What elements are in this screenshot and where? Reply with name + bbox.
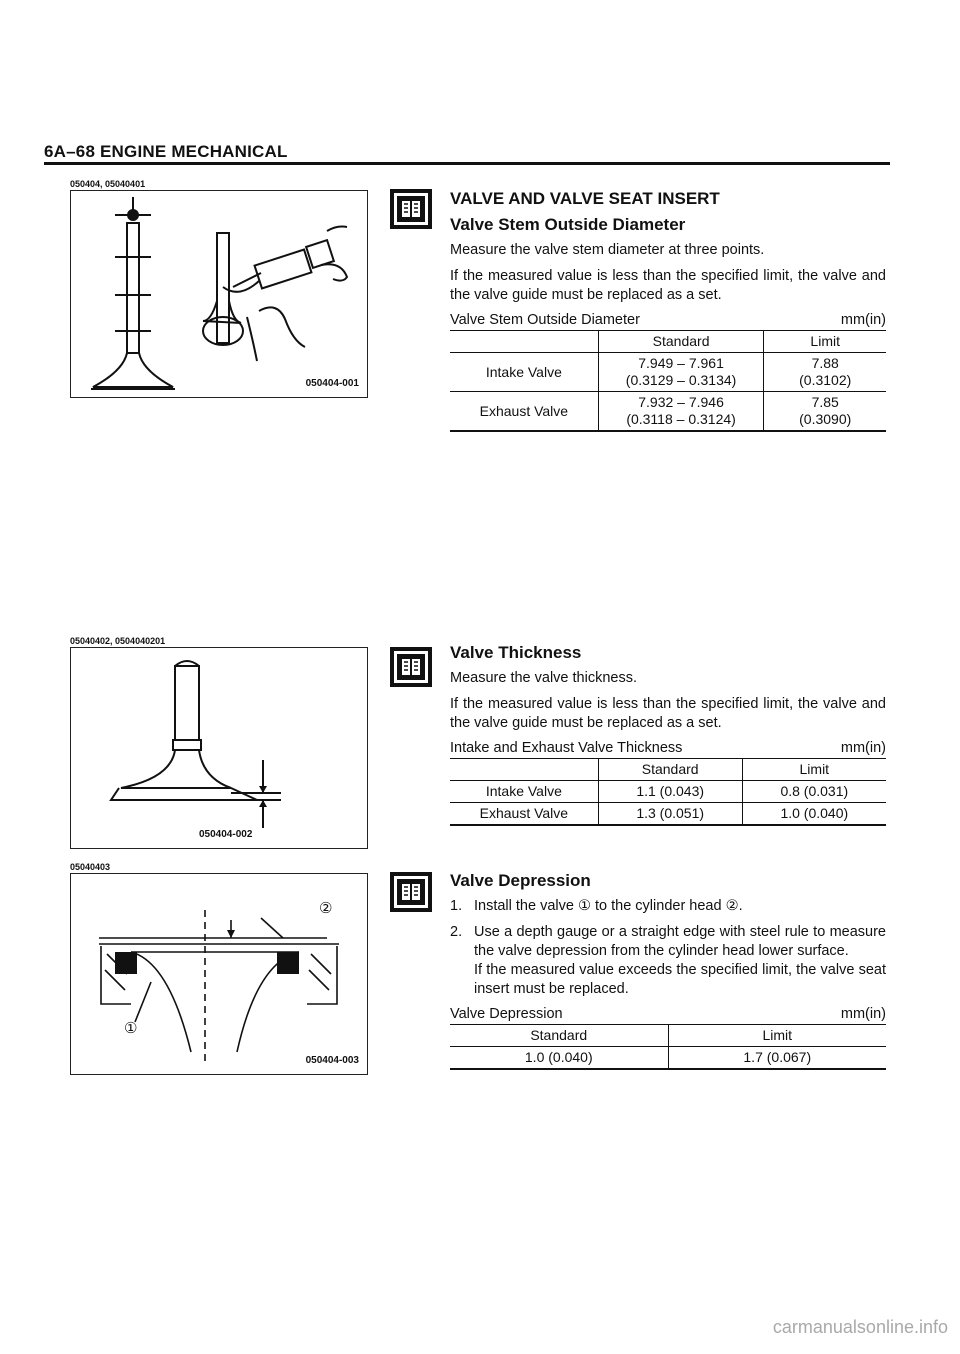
- limit-in: (0.3102): [799, 372, 852, 388]
- table-header-cell: Limit: [742, 759, 886, 781]
- figure-1-id: 050404, 05040401: [70, 179, 146, 189]
- limit-mm: 7.88: [811, 355, 839, 371]
- table-caption: [450, 740, 886, 756]
- table-header-cell: Limit: [764, 331, 886, 353]
- table-row: [450, 781, 886, 803]
- standard-in: (0.3129 – 0.3134): [625, 372, 737, 388]
- figure-2-code: 050404-002: [199, 829, 253, 840]
- list-item: [450, 897, 886, 916]
- table-cell: [764, 353, 886, 392]
- table-cell: [598, 353, 764, 392]
- table-caption: [450, 312, 886, 328]
- service-manual-icon: [390, 189, 432, 229]
- figure-valve-stem-measurement: [70, 190, 368, 398]
- valve-micrometer-illustration: [71, 191, 367, 397]
- paragraph: Measure the valve thickness.: [450, 670, 637, 686]
- table-title: Valve Stem Outside Diameter: [450, 312, 640, 328]
- section-valve-thickness: [450, 643, 886, 826]
- valve-stem-diameter-table: [450, 330, 886, 432]
- limit-mm: 7.85: [811, 394, 839, 410]
- table-title: Intake and Exhaust Valve Thickness: [450, 740, 683, 756]
- table-cell: 1.0 (0.040): [742, 803, 886, 826]
- table-row: [450, 353, 886, 392]
- service-manual-icon: [390, 872, 432, 912]
- table-cell: [764, 392, 886, 432]
- figure-2-id: 05040402, 0504040201: [70, 636, 166, 646]
- limit-in: (0.3090): [799, 411, 852, 427]
- step-text-block: [474, 923, 886, 999]
- standard-mm: 7.932 – 7.946: [638, 394, 724, 410]
- service-manual-icon: [390, 647, 432, 687]
- valve-thickness-illustration: [71, 648, 367, 848]
- table-cell: Intake Valve: [450, 353, 598, 392]
- header-rule: [44, 162, 890, 165]
- list-item: [450, 923, 886, 999]
- valve-thickness-table: [450, 758, 886, 826]
- table-header-cell: [450, 331, 598, 353]
- step-note: If the measured value exceeds the specified limit, the valve seat insert must be replaced.: [474, 962, 886, 997]
- table-header-cell: Limit: [668, 1025, 886, 1047]
- figure-3-id: 05040403: [70, 862, 111, 872]
- paragraph: If the measured value is less than the specified limit, the valve and the valve guide must be replaced as a set.: [450, 696, 886, 731]
- watermark: carmanualsonline.info: [772, 1317, 948, 1337]
- callout-1: ①: [124, 1020, 138, 1037]
- table-cell: 1.0 (0.040): [450, 1047, 668, 1070]
- table-cell: [598, 392, 764, 432]
- section-valve-stem: [450, 189, 886, 432]
- table-cell: Exhaust Valve: [450, 392, 598, 432]
- table-row: [450, 1047, 886, 1070]
- table-caption: [450, 1006, 886, 1022]
- table-header-row: [450, 331, 886, 353]
- table-cell: 1.7 (0.067): [668, 1047, 886, 1070]
- figure-valve-thickness: [70, 647, 368, 849]
- subheading-valve-thickness: Valve Thickness: [450, 643, 582, 662]
- step-number: 1.: [450, 898, 463, 914]
- table-header-cell: Standard: [598, 759, 742, 781]
- table-header-row: [450, 1025, 886, 1047]
- step-text: Use a depth gauge or a straight edge with steel rule to measure the valve depression from the cylinder head lower surface.: [474, 924, 886, 959]
- table-title: Valve Depression: [450, 1006, 563, 1022]
- step-number: 2.: [450, 924, 463, 940]
- table-header-cell: Standard: [598, 331, 764, 353]
- figure-1-code: 050404-001: [305, 378, 359, 389]
- figure-3-code: 050404-003: [305, 1055, 359, 1066]
- table-row: [450, 803, 886, 826]
- standard-in: (0.3118 – 0.3124): [626, 411, 736, 427]
- subheading-valve-depression: Valve Depression: [450, 871, 591, 890]
- subheading-valve-stem-diameter: Valve Stem Outside Diameter: [450, 215, 686, 234]
- table-row: [450, 392, 886, 432]
- table-cell: 0.8 (0.031): [742, 781, 886, 803]
- paragraph: Measure the valve stem diameter at three points.: [450, 242, 765, 258]
- section-heading: VALVE AND VALVE SEAT INSERT: [450, 189, 720, 208]
- callout-2: ②: [319, 900, 333, 917]
- table-header-cell: [450, 759, 598, 781]
- step-text: Install the valve ① to the cylinder head ②.: [474, 898, 743, 914]
- table-cell: Intake Valve: [450, 781, 598, 803]
- table-cell: 1.1 (0.043): [598, 781, 742, 803]
- section-valve-depression: [450, 871, 886, 1070]
- table-header-cell: Standard: [450, 1025, 668, 1047]
- table-unit: mm(in): [840, 312, 886, 328]
- table-header-row: [450, 759, 886, 781]
- table-cell: Exhaust Valve: [450, 803, 598, 826]
- valve-depression-table: [450, 1024, 886, 1070]
- page-header: 6A–68 ENGINE MECHANICAL: [44, 142, 288, 161]
- paragraph: If the measured value is less than the specified limit, the valve and the valve guide must be replaced as a set.: [450, 268, 886, 303]
- figure-valve-depression: [70, 873, 368, 1075]
- table-unit: mm(in): [840, 1006, 886, 1022]
- procedure-steps: [450, 897, 886, 999]
- standard-mm: 7.949 – 7.961: [638, 355, 724, 371]
- table-cell: 1.3 (0.051): [598, 803, 742, 826]
- table-unit: mm(in): [840, 740, 886, 756]
